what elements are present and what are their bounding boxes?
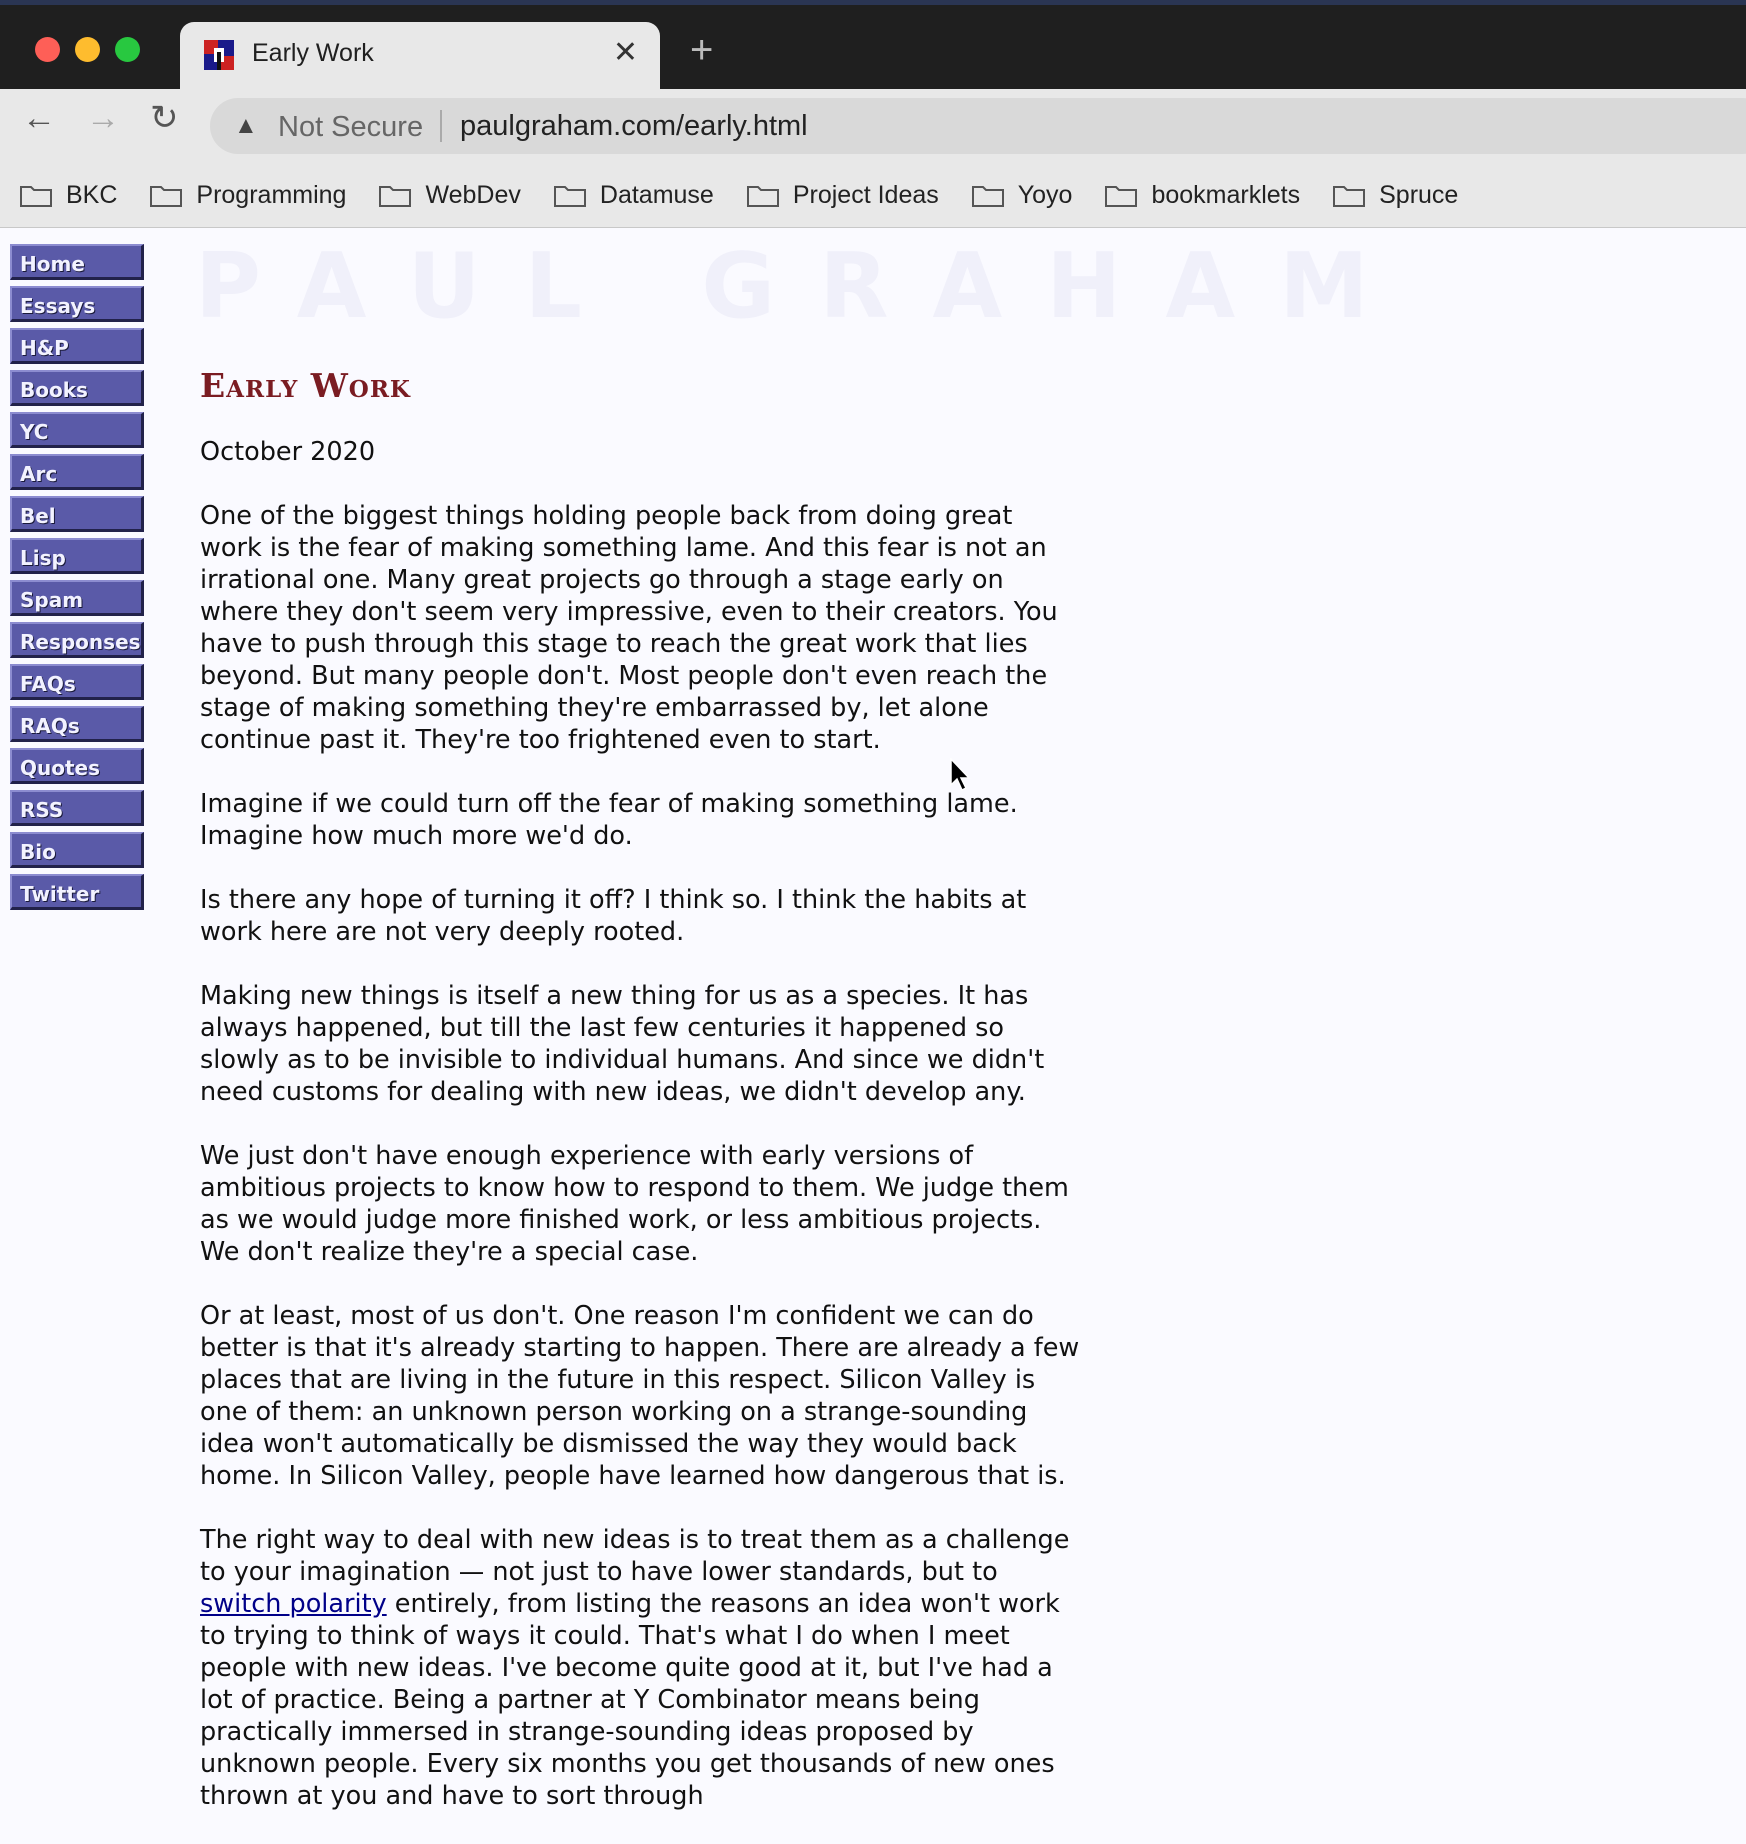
mouse-pointer-icon <box>950 758 972 792</box>
browser-toolbar <box>0 89 1746 228</box>
paragraph-2: Imagine if we could turn off the fear of making something lame. Imagine how much more we'd do. <box>200 789 1018 851</box>
site-favicon-icon <box>204 40 234 70</box>
warning-triangle-icon[interactable]: ▲ <box>234 112 258 139</box>
bookmark-item[interactable] <box>379 181 520 210</box>
sidebar-item-lisp[interactable]: Lisp <box>10 538 144 574</box>
url-text[interactable]: paulgraham.com/early.html <box>460 110 808 142</box>
folder-icon <box>1105 184 1137 207</box>
close-window-button[interactable] <box>35 37 60 62</box>
paragraph-5: We just don't have enough experience with early versions of ambitious projects to know how to respond to them. We judge them as we would judge more finished work, or less ambitious projects. We don't realize they're a special case. <box>200 1141 1069 1267</box>
essay-title: Early Work <box>200 366 411 405</box>
bookmark-label: Datamuse <box>599 180 714 209</box>
site-sidebar <box>10 244 144 916</box>
address-bar[interactable] <box>210 98 1746 154</box>
paragraph-7-text-a: The right way to deal with new ideas is to treat them as a challenge to your imagination — not just to have lower standards, but to <box>200 1525 1070 1587</box>
bookmark-label: Programming <box>196 180 347 209</box>
bookmark-label: Yoyo <box>1017 180 1073 209</box>
bookmark-item[interactable] <box>20 181 117 210</box>
folder-icon <box>1333 184 1365 207</box>
reload-icon[interactable]: ↻ <box>150 99 179 137</box>
essay-date: October 2020 <box>200 437 376 467</box>
browser-titlebar <box>0 0 1746 89</box>
paragraph-7 <box>200 1524 1080 1812</box>
sidebar-item-essays[interactable]: Essays <box>10 286 144 322</box>
sidebar-item-bel[interactable]: Bel <box>10 496 144 532</box>
tab-early-work[interactable] <box>180 22 660 89</box>
bookmark-item[interactable] <box>1333 181 1458 210</box>
paragraph-4: Making new things is itself a new thing for us as a species. It has always happened, but till the last few centuries it happened so slowly as to be invisible to individual humans. And since we didn't need customs for dealing with new ideas, we didn't develop any. <box>200 981 1045 1107</box>
sidebar-item-arc[interactable]: Arc <box>10 454 144 490</box>
new-tab-button[interactable]: + <box>690 28 714 72</box>
sidebar-item-faqs[interactable]: FAQs <box>10 664 144 700</box>
sidebar-item-h-p[interactable]: H&P <box>10 328 144 364</box>
essay-article <box>200 368 1080 1844</box>
bookmark-item[interactable] <box>150 181 346 210</box>
maximize-window-button[interactable] <box>115 37 140 62</box>
back-arrow-icon[interactable]: ← <box>22 99 56 137</box>
page-content <box>0 228 1746 1844</box>
paragraph-3: Is there any hope of turning it off? I think so. I think the habits at work here are not very deeply rooted. <box>200 885 1027 947</box>
folder-icon <box>747 184 779 207</box>
bookmarks-bar <box>20 175 1458 215</box>
sidebar-item-bio[interactable]: Bio <box>10 832 144 868</box>
close-tab-icon[interactable]: ✕ <box>612 36 638 69</box>
titlebar-top-edge <box>0 0 1746 5</box>
sidebar-item-home[interactable]: Home <box>10 244 144 280</box>
bookmark-item[interactable] <box>972 181 1073 210</box>
sidebar-item-spam[interactable]: Spam <box>10 580 144 616</box>
paragraph-6: Or at least, most of us don't. One reason I'm confident we can do better is that it's already starting to happen. There are already a few places that are living in the future in this respect. Silicon Valley is one of them: an unknown person working on a strange-sounding idea won't automatically be dismissed the way they would back home. In Silicon Valley, people have learned how dangerous that is. <box>200 1301 1080 1491</box>
paragraph-1: One of the biggest things holding people back from doing great work is the fear of making something lame. And this fear is not an irrational one. Many great projects go through a stage early on where they don't seem very impressive, even to their creators. You have to push through this stage to reach the great work that lies beyond. But many people don't. Most people don't even reach the stage of making something they're embarrassed by, let alone continue past it. They're too frightened even to start. <box>200 501 1058 755</box>
folder-icon <box>972 184 1004 207</box>
folder-icon <box>20 184 52 207</box>
bookmark-item[interactable] <box>554 181 714 210</box>
bookmark-label: BKC <box>66 180 118 209</box>
sidebar-item-twitter[interactable]: Twitter <box>10 874 144 910</box>
sidebar-item-raqs[interactable]: RAQs <box>10 706 144 742</box>
sidebar-item-rss[interactable]: RSS <box>10 790 144 826</box>
sidebar-item-books[interactable]: Books <box>10 370 144 406</box>
sidebar-item-yc[interactable]: YC <box>10 412 144 448</box>
bookmark-item[interactable] <box>1105 181 1300 210</box>
site-watermark: PAUL GRAHAM <box>195 234 1413 339</box>
bookmark-label: WebDev <box>425 180 521 209</box>
bookmark-label: Spruce <box>1379 180 1459 209</box>
switch-polarity-link[interactable]: switch polarity <box>200 1589 387 1619</box>
minimize-window-button[interactable] <box>75 37 100 62</box>
sidebar-item-responses[interactable]: Responses <box>10 622 144 658</box>
bookmark-label: Project Ideas <box>792 180 939 209</box>
folder-icon <box>150 184 182 207</box>
forward-arrow-icon[interactable]: → <box>86 99 120 137</box>
address-divider <box>440 110 442 142</box>
bookmark-item[interactable] <box>747 181 939 210</box>
paragraph-7-text-b: entirely, from listing the reasons an idea won't work to trying to think of ways it could. That's what I do when I meet people with new ideas. I've become quite good at it, but I've had a lot of practice. Being a partner at Y Combinator means being practically immersed in strange-sounding ideas proposed by unknown people. Every six months you get thousands of new ones thrown at you and have to sort through <box>200 1589 1060 1811</box>
security-label[interactable]: Not Secure <box>278 111 424 143</box>
bookmark-label: bookmarklets <box>1151 180 1301 209</box>
folder-icon <box>379 184 411 207</box>
tab-title: Early Work <box>252 39 374 67</box>
folder-icon <box>554 184 586 207</box>
sidebar-item-quotes[interactable]: Quotes <box>10 748 144 784</box>
